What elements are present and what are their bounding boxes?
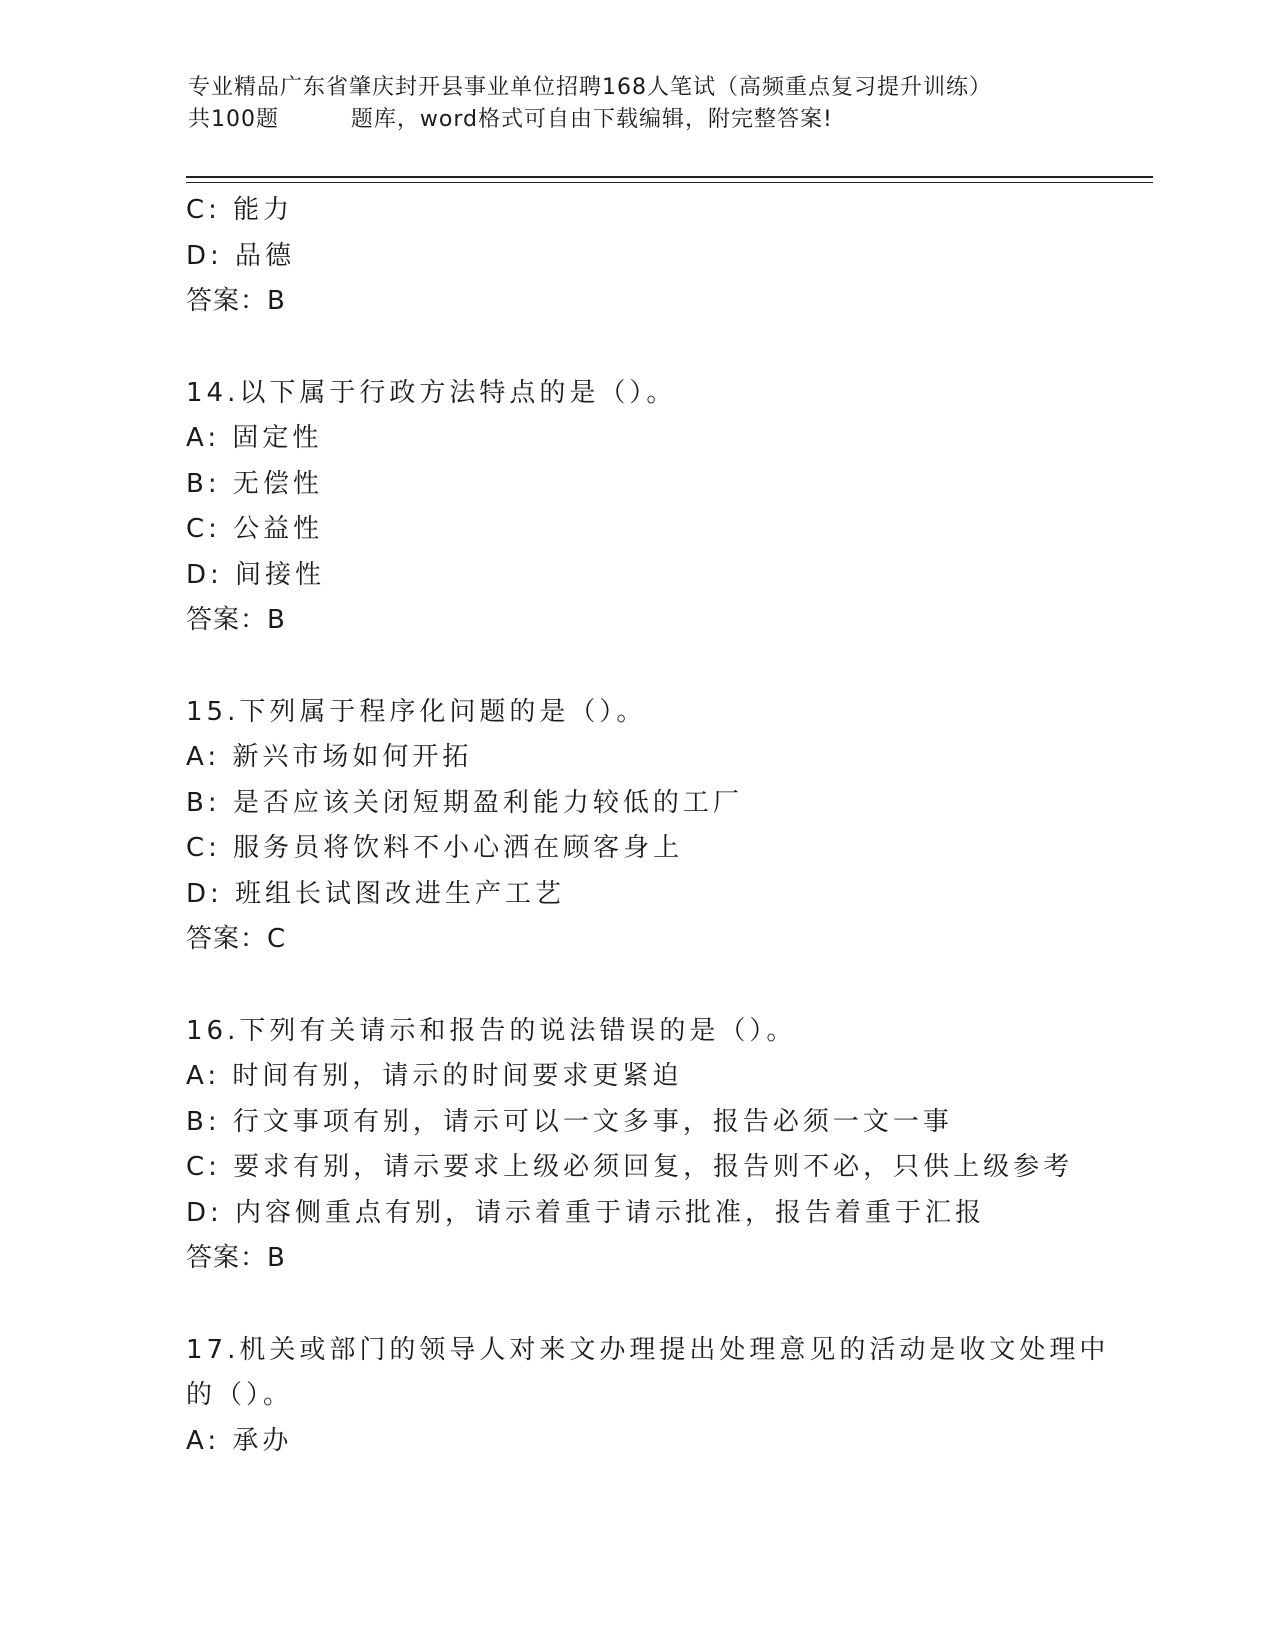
question-stem: 14.以下属于行政方法特点的是（）。	[186, 377, 677, 408]
option-d: D: 内容侧重点有别，请示着重于请示批准，报告着重于汇报	[186, 1197, 986, 1228]
question-13-tail	[186, 188, 1086, 325]
answer: 答案：B	[186, 1243, 286, 1273]
question-17	[186, 1328, 1110, 1465]
option-d: D: 间接性	[186, 559, 326, 590]
question-list	[186, 188, 1110, 1464]
header-divider-thin	[186, 182, 1153, 183]
option-b: B: 行文事项有别，请示可以一文多事，报告必须一文一事	[186, 1106, 953, 1137]
question-15	[186, 690, 1086, 963]
header-divider	[186, 176, 1153, 178]
document-header	[188, 72, 1148, 136]
option-c: C: 服务员将饮料不小心洒在顾客身上	[186, 833, 684, 863]
question-16	[186, 1009, 1086, 1282]
option-c: C: 要求有别，请示要求上级必须回复，报告则不必，只供上级参考	[186, 1152, 1074, 1182]
option-d: D: 品德	[186, 240, 296, 271]
question-stem-continued: 的（）。	[186, 1380, 294, 1410]
question-stem: 17.机关或部门的领导人对来文办理提出处理意见的活动是收文处理中	[186, 1334, 1110, 1365]
option-a: A: 新兴市场如何开拓	[186, 742, 473, 772]
question-14	[186, 371, 1086, 644]
option-a: A: 时间有别，请示的时间要求更紧迫	[186, 1061, 683, 1091]
option-b: B: 无偿性	[186, 468, 323, 499]
question-stem: 16.下列有关请示和报告的说法错误的是（）。	[186, 1015, 797, 1046]
option-d: D: 班组长试图改进生产工艺	[186, 878, 566, 909]
option-a: A: 固定性	[186, 423, 323, 453]
option-a: A: 承办	[186, 1425, 293, 1456]
option-c: C: 能力	[186, 195, 294, 225]
answer: 答案：B	[186, 605, 286, 635]
header-subtitle: 共100题 题库，word格式可自由下载编辑，附完整答案!	[188, 107, 833, 132]
question-stem: 15.下列属于程序化问题的是（）。	[186, 696, 647, 727]
option-c: C: 公益性	[186, 514, 324, 544]
answer: 答案：B	[186, 286, 286, 316]
option-b: B: 是否应该关闭短期盈利能力较低的工厂	[186, 787, 743, 818]
answer: 答案：C	[186, 924, 287, 954]
header-title: 专业精品广东省肇庆封开县事业单位招聘168人笔试（高频重点复习提升训练）	[188, 75, 992, 100]
